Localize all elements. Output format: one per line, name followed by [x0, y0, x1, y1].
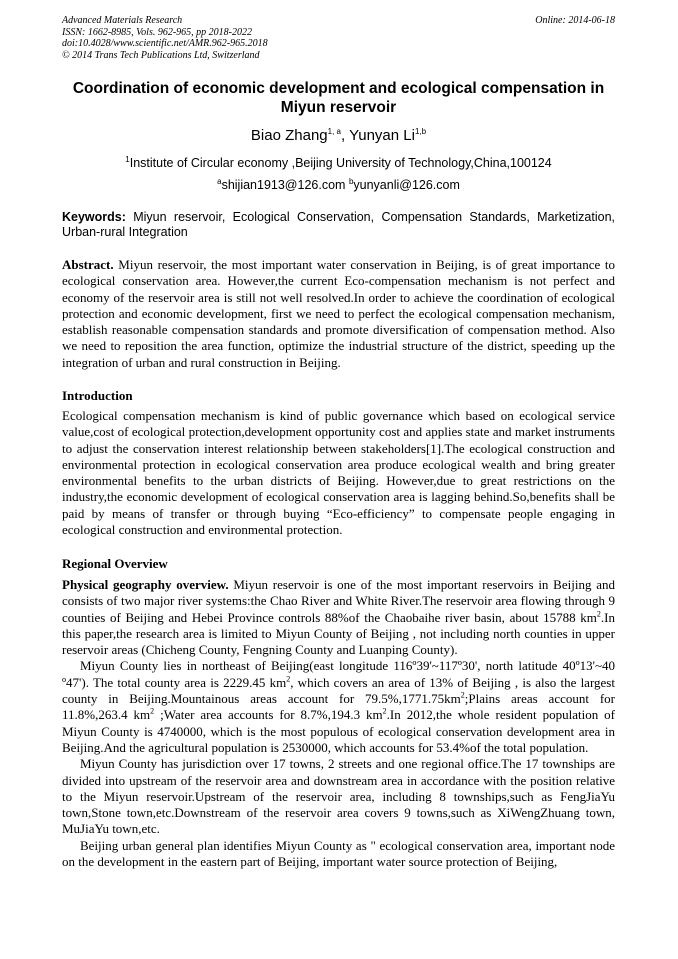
email-a: shijian1913@126.com [221, 178, 346, 192]
email-line [62, 178, 615, 192]
author-2-name: Yunyan Li [349, 127, 415, 144]
p2-sup2: 2 [460, 690, 465, 700]
keywords-text: Miyun reservoir, Ecological Conservation, Compensation Standards, Marketization, Urban-rural Integration [62, 210, 615, 239]
journal-name: Advanced Materials Research [62, 15, 183, 26]
abstract-label: Abstract. [62, 257, 114, 272]
abstract [62, 257, 615, 371]
author-line [62, 127, 615, 144]
online-date: Online: 2014-06-18 [535, 15, 615, 26]
introduction-text: Ecological compensation mechanism is kind of public governance which based on ecological service value,cost of ecological protection,development opportunity cost and applies state and market instruments to adjust the conservation interest relationship between stakeholders[1].The ecological construction and environmental protection in ecological conservation area produce ecological wealth and bring greater environmental benefits to the urban districts of Beijing. However,due to great restrictions on the industry,the economic development of ecological conservation area is lagging behind.So,benefits shall be paid by means of transfer or through buying “Eco-efficiency” to compensate people engaging in ecological construction and environmental protection. [62, 408, 615, 538]
affiliation-sup: 1 [125, 154, 130, 164]
physical-geography-paragraph [62, 577, 615, 658]
urban-plan-paragraph: Beijing urban general plan identifies Miyun County as " ecological conservation area, important node on the development in the eastern part of Beijing, important water source protection of Beijing, [62, 837, 615, 870]
p2-a: Miyun County lies in northeast of Beijing(east longitude 116º39'~117º30', north latitude 40º13'~40 º47'). The total county area is 2229.45 km [62, 658, 615, 690]
county-location-paragraph [62, 658, 615, 756]
affiliation-text: Institute of Circular economy ,Beijing University of Technology,China,100124 [129, 156, 552, 170]
author-1-name: Biao Zhang [250, 127, 328, 144]
p1-text-a: Miyun reservoir is one of the most important reservoirs in Beijing and consists of two major river systems:the Chao River and White River.The reservoir area flowing through 9 counties of Beijing and Hebei Province controls 88%of the Chaobaihe river basin, about 15788 km [62, 577, 615, 625]
p2-e: .In 2012,the whole resident population of Miyun County is 4740000, which is the most populous of ecological conservation development area in Beijing.And the agricultural population is 2530000, which accounts for 53.4%of the total population. [62, 707, 615, 755]
author-1-sup: 1, a [327, 127, 341, 136]
p2-sup1: 2 [286, 674, 291, 684]
copyright-line: © 2014 Trans Tech Publications Ltd, Switzerland [62, 49, 260, 61]
p1-sup: 2 [596, 609, 601, 619]
p2-c: ;Plains areas account for 11.8%,263.4 km [62, 691, 615, 723]
paper-title: Coordination of economic development and ecological compensation in Miyun reservoir [72, 80, 605, 116]
doi-line: doi:10.4028/www.scientific.net/AMR.962-965.2018 [62, 38, 268, 49]
p2-b: , which covers an area of 13% of Beijing , is also the largest county in Beijing.Mountainous areas account for 79.5%,1771.75km [62, 674, 615, 707]
email-b-sup: b [348, 176, 354, 186]
author-2-sup: 1,b [414, 127, 427, 136]
keywords-label: Keywords: [62, 210, 126, 224]
introduction-heading: Introduction [62, 388, 133, 403]
abstract-text: Miyun reservoir, the most important water conservation in Beijing, is of great importance to ecological conservation area. However,the current Eco-compensation mechanism is not perfect and economy of the reservoir area is still not well resolved.In order to achieve the coordination of ecological protection and economic development, first we need to perfect the ecological compensation mechanism, establish reasonable compensation standards and promote diversification of compensation method. Also we need to reposition the area function, optimize the industrial structure of the district, speeding up the integration of urban and rural construction in Beijing. [62, 257, 615, 370]
email-b: yunyanli@126.com [353, 178, 460, 192]
keywords [62, 210, 615, 240]
author-separator: , [340, 127, 350, 144]
jurisdiction-paragraph: Miyun County has jurisdiction over 17 towns, 2 streets and one regional office.The 17 townships are divided into upstream of the reservoir area and downstream area in accordance with the position relative to the Miyun reservoir.Upstream of the reservoir area, including 8 townships,such as FengJiaYu town,Stone town,etc.Downstream of the reservoir area covers 9 towns,such as XiWengZhuang town, MuJiaYu town,etc. [62, 756, 615, 837]
p2-d: ;Water area accounts for 8.7%,194.3 km [154, 707, 383, 723]
p2-sup3: 2 [150, 707, 155, 717]
regional-heading: Regional Overview [62, 556, 168, 571]
affiliation [62, 156, 615, 170]
p2-sup4: 2 [382, 707, 387, 717]
issn-line: ISSN: 1662-8985, Vols. 962-965, pp 2018-2022 [62, 26, 252, 38]
regional-body [62, 577, 615, 870]
physical-geography-label: Physical geography overview. [62, 577, 229, 592]
p1-text-b: .In this paper,the research area is limited to Miyun County of Beijing , not including north counties in upper reservoir areas (Chicheng County, Fengning County and Luanping County). [62, 609, 615, 658]
email-a-sup: a [217, 176, 222, 186]
journal-header [62, 15, 615, 61]
